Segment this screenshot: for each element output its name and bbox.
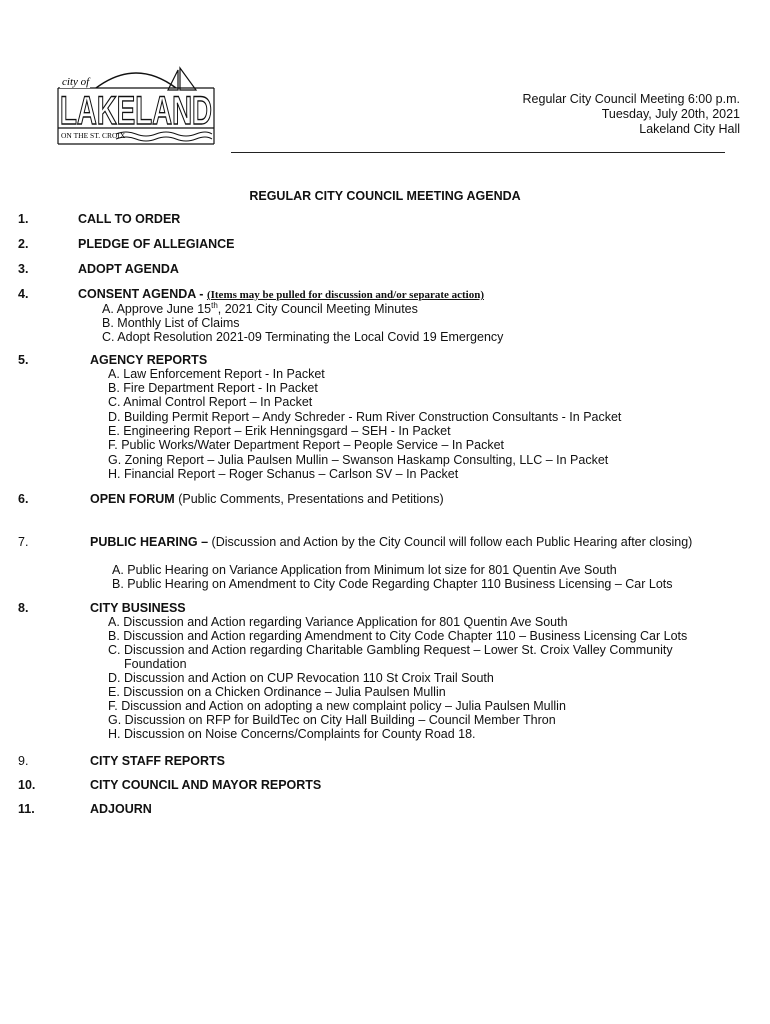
agency-report: C. Animal Control Report – In Packet xyxy=(108,395,313,409)
item-number: 8. xyxy=(18,601,29,615)
item-title: CONSENT AGENDA - (Items may be pulled for discussion and/or separate action) xyxy=(78,287,484,301)
item-number: 6. xyxy=(18,492,29,506)
header-divider xyxy=(231,152,725,153)
consent-item-c: C. Adopt Resolution 2021-09 Terminating the Local Covid 19 Emergency xyxy=(102,330,504,344)
logo-graphic xyxy=(56,60,216,152)
item-title: ADJOURN xyxy=(90,802,152,816)
logo-wordmark: LAKELAND xyxy=(60,89,212,133)
consent-note: (Items may be pulled for discussion and/or separate action) xyxy=(206,289,484,301)
agency-report: F. Public Works/Water Department Report – People Service – In Packet xyxy=(108,438,505,452)
item-title: PLEDGE OF ALLEGIANCE xyxy=(78,237,235,251)
city-business-item: G. Discussion on RFP for BuildTec on City Hall Building – Council Member Thron xyxy=(108,713,556,727)
city-logo xyxy=(56,60,216,152)
item-title: CITY BUSINESS xyxy=(90,601,186,615)
agency-report: G. Zoning Report – Julia Paulsen Mullin – Swanson Haskamp Consulting, LLC – In Packet xyxy=(108,453,609,467)
item-number: 5. xyxy=(18,353,29,367)
city-business-item: E. Discussion on a Chicken Ordinance – Julia Paulsen Mullin xyxy=(108,685,446,699)
item-number: 10. xyxy=(18,778,36,792)
item-number: 1. xyxy=(18,212,29,226)
public-hearing: B. Public Hearing on Amendment to City Code Regarding Chapter 110 Business Licensing – Car Lots xyxy=(112,577,673,591)
item-number: 4. xyxy=(18,287,29,301)
item-number: 2. xyxy=(18,237,29,251)
agency-report: E. Engineering Report – Erik Henningsgard – SEH - In Packet xyxy=(108,424,451,438)
city-business-item: C. Discussion and Action regarding Charitable Gambling Request – Lower St. Croix Valley Community xyxy=(108,643,673,657)
item-title: CITY STAFF REPORTS xyxy=(90,754,225,768)
city-business-item-continued: Foundation xyxy=(124,657,187,671)
meeting-location: Lakeland City Hall xyxy=(639,122,740,136)
logo-city-of: city of xyxy=(62,76,90,88)
item-number: 3. xyxy=(18,262,29,276)
item-title: PUBLIC HEARING – (Discussion and Action by the City Council will follow each Public Hearing after closing) xyxy=(90,535,693,549)
city-business-item: H. Discussion on Noise Concerns/Complaints for County Road 18. xyxy=(108,727,476,741)
item-title: CALL TO ORDER xyxy=(78,212,181,226)
city-business-item: D. Discussion and Action on CUP Revocation 110 St Croix Trail South xyxy=(108,671,494,685)
item-title: AGENCY REPORTS xyxy=(90,353,208,367)
item-number: 11. xyxy=(18,802,35,816)
city-business-item: B. Discussion and Action regarding Amendment to City Code Chapter 110 – Business Licensing Car Lots xyxy=(108,629,688,643)
city-business-item: A. Discussion and Action regarding Variance Application for 801 Quentin Ave South xyxy=(108,615,568,629)
item-title: OPEN FORUM (Public Comments, Presentations and Petitions) xyxy=(90,492,444,506)
agency-report: A. Law Enforcement Report - In Packet xyxy=(108,367,325,381)
agency-report: D. Building Permit Report – Andy Schreder - Rum River Construction Consultants - In Packet xyxy=(108,410,622,424)
consent-item-a: A. Approve June 15th, 2021 City Council Meeting Minutes xyxy=(102,300,418,316)
logo-tagline: ON THE ST. CROIX xyxy=(61,131,126,140)
item-number: 9. xyxy=(18,754,29,768)
city-business-item: F. Discussion and Action on adopting a new complaint policy – Julia Paulsen Mullin xyxy=(108,699,566,713)
consent-item-b: B. Monthly List of Claims xyxy=(102,316,240,330)
agency-report: B. Fire Department Report - In Packet xyxy=(108,381,318,395)
item-title: ADOPT AGENDA xyxy=(78,262,179,276)
item-number: 7. xyxy=(18,535,29,549)
agenda-title: REGULAR CITY COUNCIL MEETING AGENDA xyxy=(249,189,521,203)
item-title: CITY COUNCIL AND MAYOR REPORTS xyxy=(90,778,322,792)
public-hearing: A. Public Hearing on Variance Application from Minimum lot size for 801 Quentin Ave South xyxy=(112,563,617,577)
meeting-type: Regular City Council Meeting 6:00 p.m. xyxy=(522,92,740,106)
meeting-info xyxy=(523,92,740,137)
meeting-date: Tuesday, July 20th, 2021 xyxy=(601,107,740,121)
agency-report: H. Financial Report – Roger Schanus – Carlson SV – In Packet xyxy=(108,467,459,481)
